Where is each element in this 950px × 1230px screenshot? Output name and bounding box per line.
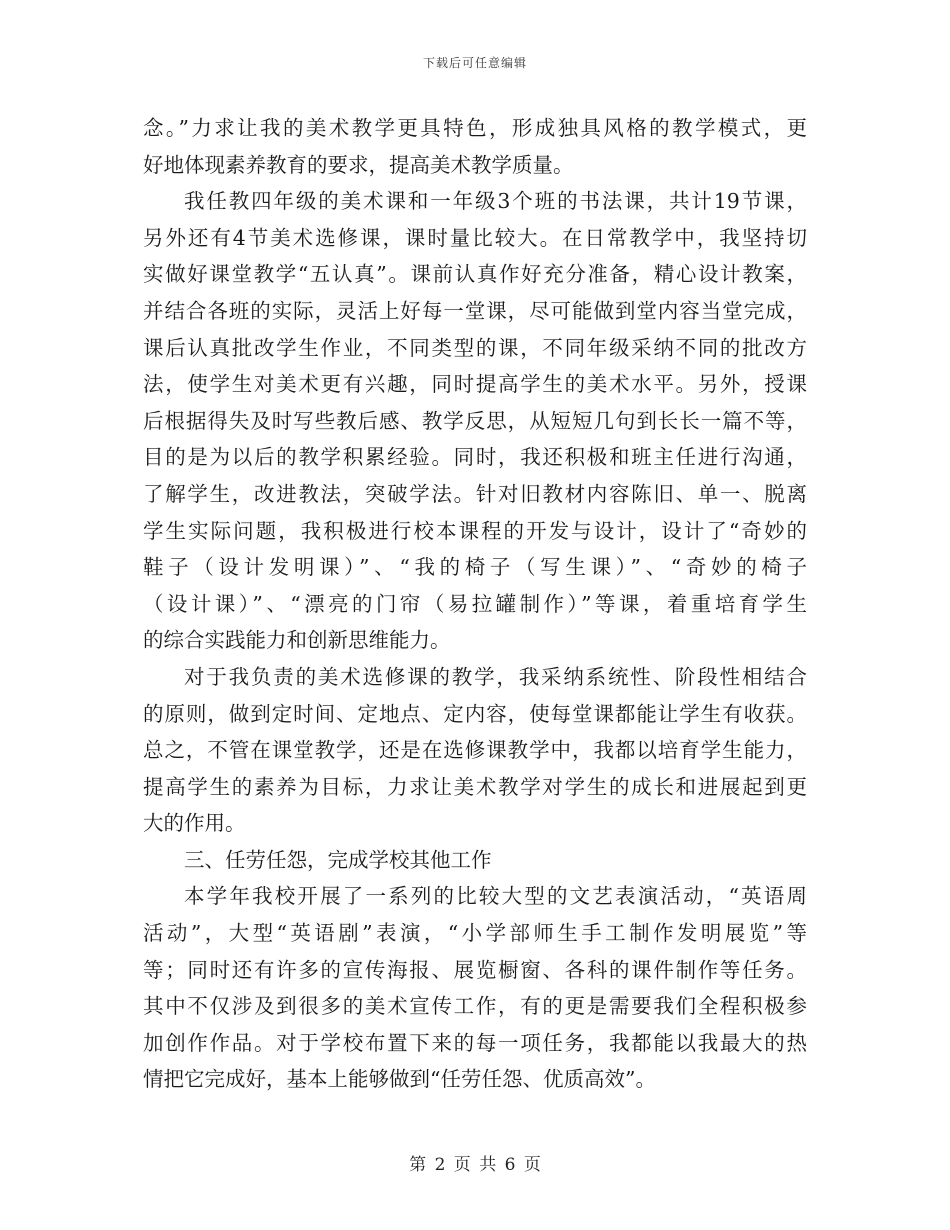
text-line: 大的作用。 [143,811,246,836]
text-line: 总之，不管在课堂教学，还是在选修课教学中，我都以培育学生能力， [143,738,807,763]
section-heading: 三、任劳任怨，完成学校其他工作 [184,847,492,872]
document-body [143,110,807,1098]
text-line: 活动”，大型“英语剧”表演，“小学部师生手工制作发明展览”等 [143,921,807,946]
text-line: 我任教四年级的美术课和一年级3个班的书法课，共计19节课， [184,189,807,214]
text-line: 其中不仅涉及到很多的美术宣传工作，有的更是需要我们全程积极参 [143,994,807,1019]
page-number: 第 2 页 共 6 页 [409,1155,541,1175]
text-line: 鞋子（设计发明课）”、“我的椅子（写生课）”、“奇妙的椅子 [143,555,807,580]
page-header: 下载后可任意编辑 [422,56,527,70]
text-line: 了解学生，改进教法，突破学法。针对旧教材内容陈旧、单一、脱离 [143,481,807,506]
text-line: 念。”力求让我的美术教学更具特色，形成独具风格的教学模式，更 [143,116,807,140]
text-line: 提高学生的素养为目标，力求让美术教学对学生的成长和进展起到更 [143,774,807,799]
text-line: 的原则，做到定时间、定地点、定内容，使每堂课都能让学生有收获。 [143,701,807,726]
text-line: 后根据得失及时写些教后感、教学反思，从短短几句到长长一篇不等， [143,408,807,433]
text-line: （设计课）”、“漂亮的门帘（易拉罐制作）”等课，着重培育学生 [143,591,807,616]
text-line: 学生实际问题，我积极进行校本课程的开发与设计，设计了“奇妙的 [143,518,807,543]
text-line: 对于我负责的美术选修课的教学，我采纳系统性、阶段性相结合 [184,664,807,689]
text-line: 实做好课堂教学“五认真”。课前认真作好充分准备，精心设计教案， [143,262,807,287]
text-line: 课后认真批改学生作业，不同类型的课，不同年级采纳不同的批改方 [143,335,807,360]
text-line: 另外还有4节美术选修课，课时量比较大。在日常教学中，我坚持切 [143,225,807,250]
text-line: 的综合实践能力和创新思维能力。 [143,628,451,653]
text-line: 法，使学生对美术更有兴趣，同时提高学生的美术水平。另外，授课 [143,372,807,397]
text-line: 加创作作品。对于学校布置下来的每一项任务，我都能以我最大的热 [143,1030,807,1055]
text-line: 目的是为以后的教学积累经验。同时，我还积极和班主任进行沟通， [143,445,807,470]
text-line: 本学年我校开展了一系列的比较大型的文艺表演活动，“英语周 [184,884,807,909]
text-line: 好地体现素养教育的要求，提高美术教学质量。 [143,152,574,177]
text-line: 情把它完成好，基本上能够做到“任劳任怨、优质高效”。 [143,1067,656,1092]
text-line: 并结合各班的实际，灵活上好每一堂课，尽可能做到堂内容当堂完成， [143,298,807,323]
text-line: 等；同时还有许多的宣传海报、展览橱窗、各科的课件制作等任务。 [143,957,807,982]
